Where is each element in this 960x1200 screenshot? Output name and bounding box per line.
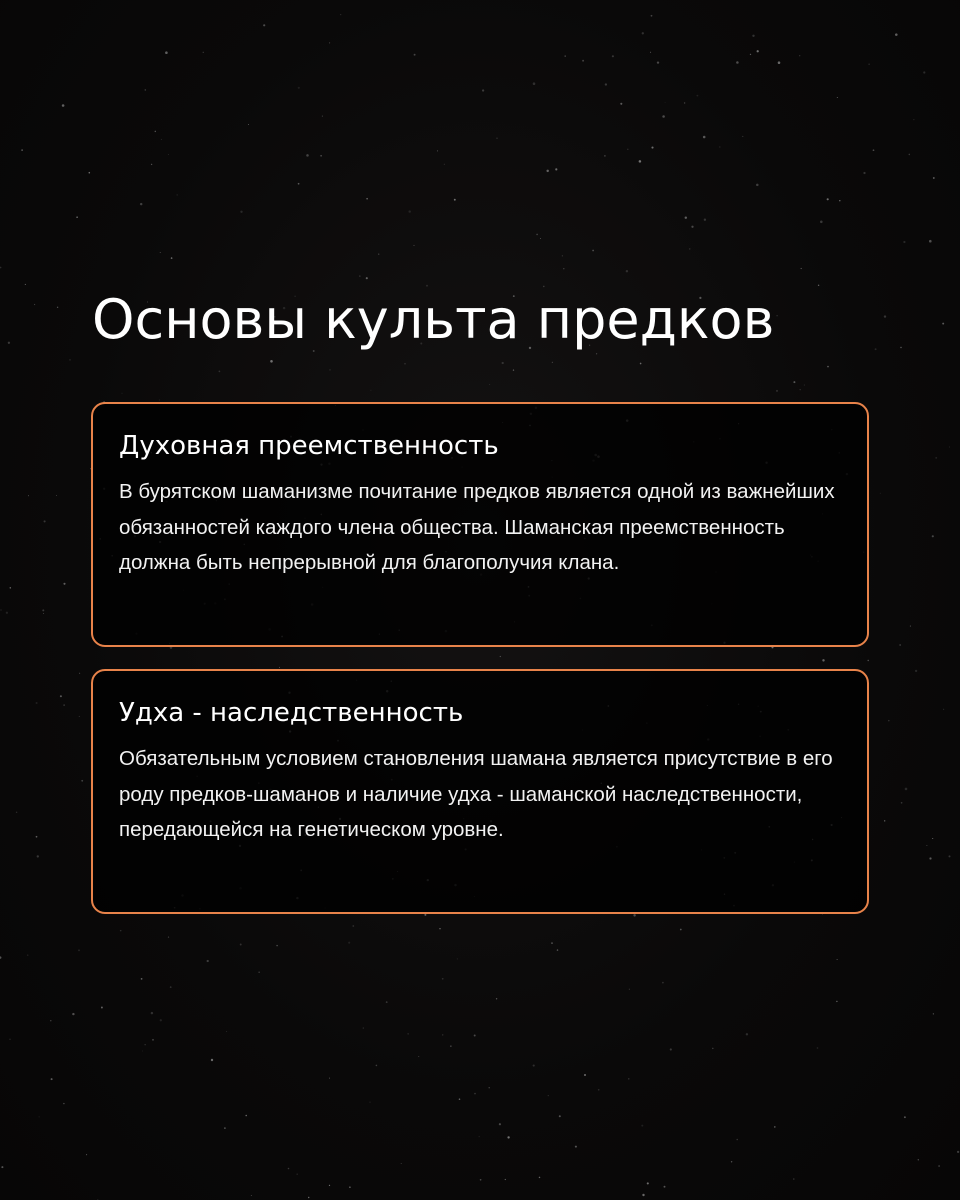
card-body-text: Обязательным условием становления шамана является присутствие в его роду предков-шаманов и наличие удха - шаманской наследственности, передающейся на генетическом уровне. (119, 747, 833, 841)
star-speck (160, 252, 161, 253)
star-speck (827, 198, 829, 200)
star-speck (551, 942, 553, 944)
star-speck (604, 155, 606, 157)
star-speck (633, 914, 635, 916)
star-speck (904, 1116, 906, 1118)
star-speck (836, 1001, 837, 1002)
star-speck (563, 268, 564, 269)
star-speck (42, 609, 44, 611)
star-speck (1, 1166, 3, 1168)
star-speck (822, 659, 824, 661)
star-speck (884, 315, 886, 317)
star-speck (584, 1074, 586, 1076)
star-speck (913, 119, 914, 120)
star-speck (474, 1093, 476, 1095)
info-card-spiritual-continuity (91, 402, 869, 647)
star-speck (929, 857, 931, 859)
star-speck (901, 802, 903, 804)
star-speck (650, 52, 651, 53)
star-speck (10, 587, 11, 588)
star-speck (533, 1065, 535, 1067)
star-speck (151, 1012, 153, 1014)
star-speck (8, 342, 10, 344)
star-speck (933, 177, 935, 179)
star-speck (122, 393, 123, 394)
star-speck (536, 234, 538, 236)
star-speck (696, 95, 698, 97)
star-speck (533, 82, 536, 85)
star-speck (957, 1151, 959, 1153)
star-speck (704, 219, 706, 221)
star-speck (78, 949, 80, 951)
star-speck (414, 245, 415, 246)
star-speck (329, 1078, 330, 1079)
star-speck (424, 914, 426, 916)
star-speck (34, 304, 35, 305)
star-speck (820, 221, 823, 224)
star-speck (680, 929, 682, 931)
star-speck (918, 1159, 919, 1160)
star-speck (895, 33, 898, 36)
star-speck (474, 1035, 476, 1037)
star-speck (929, 240, 932, 243)
star-speck (414, 54, 416, 56)
star-speck (948, 855, 950, 857)
star-speck (36, 702, 38, 704)
star-speck (582, 60, 584, 62)
star-speck (219, 371, 221, 373)
star-speck (63, 704, 64, 705)
star-speck (409, 210, 411, 212)
star-speck (245, 1115, 247, 1117)
star-speck (757, 50, 759, 52)
star-speck (69, 359, 70, 360)
star-speck (25, 284, 26, 285)
star-speck (703, 136, 706, 139)
star-speck (248, 124, 249, 125)
star-speck (505, 1179, 506, 1180)
star-speck (776, 315, 777, 316)
star-speck (933, 1013, 934, 1014)
star-speck (884, 820, 885, 821)
star-speck (27, 954, 29, 956)
star-speck (444, 164, 445, 165)
star-speck (442, 1034, 443, 1035)
star-speck (731, 1161, 732, 1162)
star-speck (839, 200, 840, 201)
star-speck (837, 959, 838, 960)
star-speck (43, 613, 44, 614)
star-speck (662, 982, 664, 984)
star-speck (298, 87, 300, 89)
star-speck (799, 55, 800, 56)
star-speck (386, 1001, 388, 1003)
star-speck (120, 930, 122, 932)
star-speck (63, 1103, 64, 1104)
star-speck (62, 104, 65, 107)
star-speck (719, 147, 720, 148)
star-speck (482, 89, 484, 91)
star-speck (627, 149, 628, 150)
star-speck (875, 348, 877, 350)
star-speck (349, 1186, 351, 1188)
info-card-udha-heredity (91, 669, 869, 914)
star-speck (60, 695, 62, 697)
star-speck (942, 323, 944, 325)
star-speck (546, 170, 548, 172)
star-speck (651, 15, 653, 17)
star-speck (905, 788, 908, 791)
star-speck (800, 389, 801, 390)
star-speck (620, 103, 622, 105)
star-speck (9, 1039, 10, 1040)
star-speck (450, 1046, 451, 1047)
star-speck (804, 385, 805, 386)
star-speck (151, 164, 152, 165)
star-speck (873, 149, 875, 151)
star-speck (489, 1087, 490, 1088)
star-speck (640, 363, 642, 365)
star-speck (308, 1197, 309, 1198)
star-speck (559, 1115, 561, 1117)
star-speck (943, 709, 944, 710)
star-speck (160, 1019, 162, 1021)
star-speck (552, 362, 553, 363)
star-speck (363, 1028, 364, 1029)
star-speck (56, 495, 57, 496)
star-speck (480, 1179, 482, 1181)
star-speck (224, 1127, 226, 1129)
star-speck (900, 644, 901, 645)
star-speck (691, 226, 693, 228)
star-speck (457, 958, 458, 959)
star-speck (499, 1123, 501, 1125)
star-speck (51, 1078, 53, 1080)
star-speck (548, 1095, 549, 1096)
star-speck (16, 812, 17, 813)
star-speck (279, 667, 280, 668)
star-speck (211, 1059, 213, 1061)
star-speck (89, 172, 91, 174)
star-speck (152, 1039, 154, 1041)
star-speck (207, 960, 209, 962)
star-speck (684, 102, 685, 103)
star-speck (736, 61, 739, 64)
star-speck (0, 956, 1, 958)
star-speck (880, 493, 881, 494)
star-speck (670, 1048, 672, 1050)
star-speck (79, 716, 80, 717)
star-speck (28, 495, 29, 496)
star-speck (145, 1044, 146, 1045)
star-speck (752, 35, 754, 37)
star-speck (496, 137, 498, 139)
star-speck (496, 998, 497, 999)
star-speck (366, 198, 368, 200)
star-speck (949, 447, 950, 448)
star-speck (226, 1031, 227, 1032)
star-speck (910, 626, 911, 627)
star-speck (539, 1177, 541, 1179)
star-speck (868, 63, 870, 65)
star-speck (378, 253, 379, 254)
star-speck (868, 660, 869, 661)
star-speck (642, 1194, 644, 1196)
star-speck (322, 116, 323, 117)
star-speck (827, 366, 829, 368)
star-speck (79, 673, 80, 674)
star-speck (329, 369, 330, 370)
star-speck (168, 936, 169, 937)
star-speck (439, 928, 440, 929)
star-speck (736, 1139, 738, 1141)
star-speck (900, 347, 901, 348)
card-heading: Удха - наследственность (119, 698, 464, 728)
star-speck (141, 978, 143, 980)
star-speck (502, 362, 504, 364)
star-speck (329, 1185, 330, 1186)
star-speck (63, 583, 65, 585)
star-speck (1, 610, 2, 611)
star-speck (288, 1168, 290, 1170)
star-speck (57, 307, 58, 308)
star-speck (742, 136, 743, 137)
star-speck (155, 131, 157, 133)
star-speck (376, 1065, 378, 1067)
star-speck (746, 1033, 748, 1035)
star-speck (664, 1186, 666, 1188)
star-speck (863, 172, 865, 174)
star-speck (36, 836, 38, 838)
star-speck (778, 61, 781, 64)
star-speck (6, 612, 8, 614)
star-speck (507, 1136, 509, 1138)
star-speck (564, 55, 565, 56)
star-speck (938, 1165, 940, 1167)
star-speck (818, 285, 819, 286)
star-speck (647, 1182, 649, 1184)
star-speck (408, 1033, 409, 1034)
star-speck (557, 949, 558, 950)
star-speck (352, 925, 354, 927)
star-speck (50, 1020, 51, 1021)
star-speck (298, 183, 300, 185)
star-speck (598, 1089, 600, 1091)
star-speck (793, 1178, 795, 1180)
star-speck (359, 275, 361, 277)
star-speck (479, 1136, 480, 1137)
star-speck (651, 147, 653, 149)
star-speck (276, 945, 277, 946)
star-speck (562, 255, 563, 256)
star-speck (909, 154, 911, 156)
star-speck (370, 390, 371, 391)
star-speck (689, 248, 691, 250)
star-speck (639, 160, 642, 163)
star-speck (801, 268, 802, 269)
star-speck (37, 855, 39, 857)
star-speck (662, 115, 665, 118)
star-speck (370, 1102, 371, 1103)
star-speck (489, 384, 490, 385)
star-speck (628, 1078, 629, 1079)
star-speck (605, 83, 607, 85)
star-speck (540, 238, 541, 239)
star-speck (712, 1048, 714, 1050)
star-speck (142, 1051, 143, 1052)
star-speck (270, 360, 273, 363)
star-speck (329, 42, 330, 43)
star-speck (459, 1098, 461, 1100)
star-speck (251, 1195, 252, 1196)
star-speck (168, 154, 169, 155)
star-speck (171, 257, 173, 259)
star-speck (140, 203, 142, 205)
star-speck (259, 972, 260, 973)
star-speck (165, 51, 168, 54)
star-speck (932, 535, 934, 537)
star-speck (915, 670, 917, 672)
star-speck (641, 1125, 643, 1127)
star-speck (418, 1056, 419, 1057)
star-speck (935, 457, 937, 459)
star-speck (161, 139, 162, 140)
star-speck (500, 656, 501, 657)
star-speck (401, 1163, 402, 1164)
star-speck (657, 61, 659, 63)
star-speck (555, 168, 557, 170)
star-speck (39, 1116, 40, 1117)
star-speck (592, 250, 594, 252)
star-speck (240, 211, 242, 213)
star-speck (366, 277, 368, 279)
star-speck (44, 520, 46, 522)
star-speck (203, 52, 204, 53)
star-speck (442, 978, 444, 980)
star-speck (750, 54, 751, 55)
star-speck (776, 390, 778, 392)
star-speck (642, 32, 644, 34)
star-speck (404, 363, 406, 365)
star-speck (159, 399, 160, 400)
star-speck (145, 89, 147, 91)
star-speck (626, 270, 628, 272)
star-speck (923, 71, 925, 73)
star-speck (340, 14, 341, 15)
star-speck (612, 55, 614, 57)
star-speck (837, 97, 838, 98)
star-speck (888, 720, 890, 722)
star-speck (72, 1013, 74, 1015)
star-speck (685, 216, 687, 218)
star-speck (0, 267, 1, 269)
star-speck (932, 838, 933, 839)
star-speck (296, 1173, 298, 1175)
star-speck (903, 241, 905, 243)
card-body-text: В бурятском шаманизме почитание предков является одной из важнейших обязанностей каждого члена общества. Шаманская преемственность должна быть непрерывной для благополучия клана. (119, 480, 835, 574)
star-speck (240, 944, 242, 946)
star-speck (437, 150, 438, 151)
star-speck (263, 24, 265, 26)
star-speck (774, 1126, 776, 1128)
star-speck (665, 102, 666, 103)
star-speck (575, 1146, 577, 1148)
star-speck (926, 845, 927, 846)
star-speck (21, 149, 23, 151)
star-speck (76, 216, 78, 218)
star-speck (81, 780, 83, 782)
star-speck (320, 155, 322, 157)
star-speck (348, 942, 350, 944)
star-speck (101, 1007, 103, 1009)
star-speck (793, 381, 795, 383)
star-speck (86, 1154, 87, 1155)
star-speck (756, 184, 759, 187)
star-speck (817, 1047, 819, 1049)
star-speck (176, 194, 178, 196)
star-speck (513, 369, 514, 370)
page-title: Основы культа предков (92, 288, 775, 351)
card-heading: Духовная преемственность (119, 431, 499, 461)
star-speck (306, 154, 309, 157)
star-speck (170, 986, 172, 988)
star-speck (629, 989, 630, 990)
star-speck (454, 199, 456, 201)
